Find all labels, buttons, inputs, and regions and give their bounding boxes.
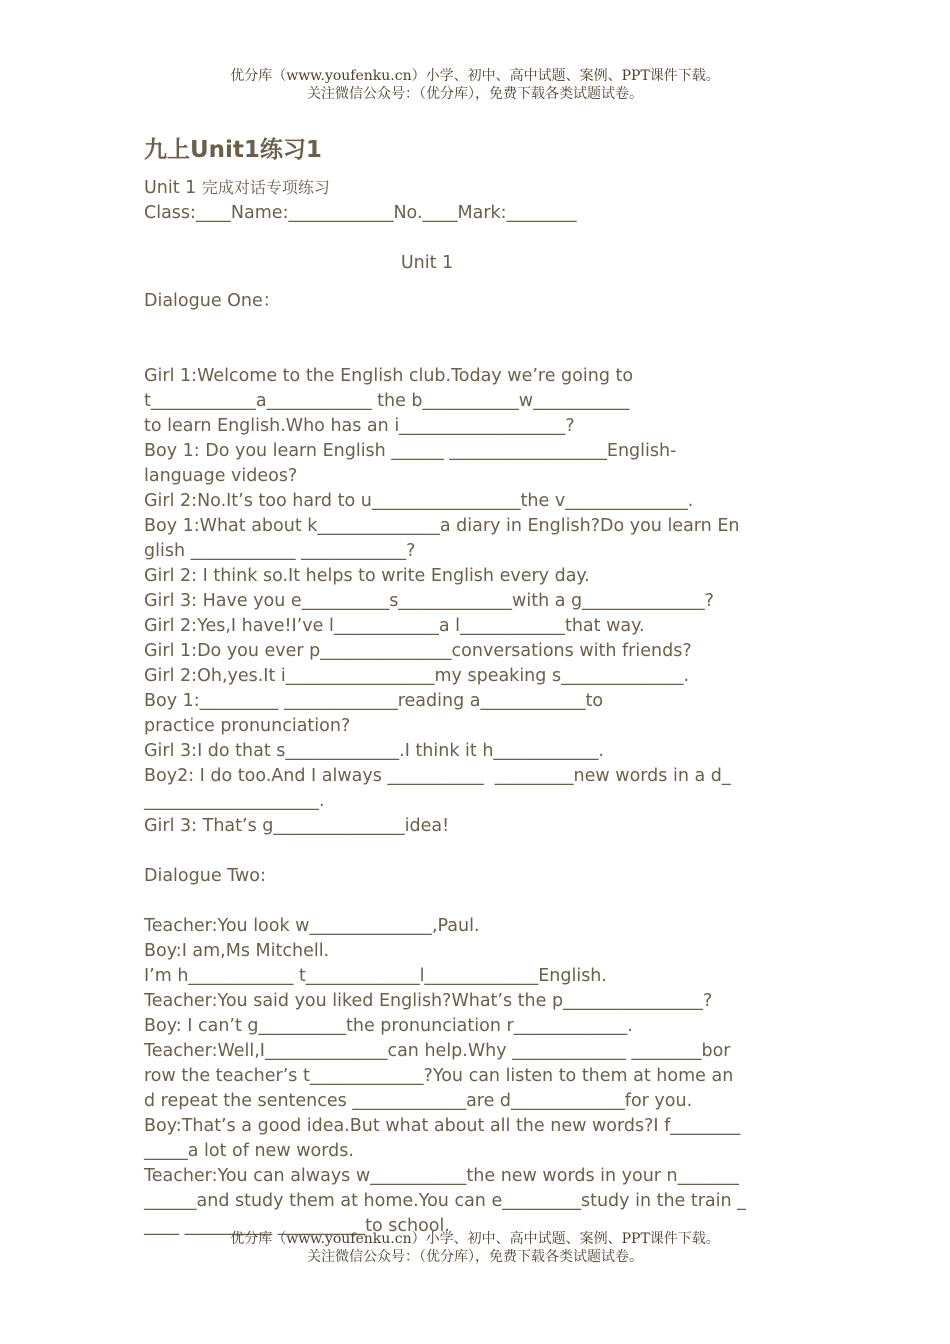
dialogue-one: [144, 364, 809, 839]
dialogue-line: ____________________.: [144, 791, 325, 811]
dialogue-line: Girl 1:Do you ever p_______________conversations with friends?: [144, 641, 692, 661]
dialogue-line: Boy:That’s a good idea.But what about all the new words?I f________: [144, 1116, 741, 1136]
dialogue-line: practice pronunciation?: [144, 716, 351, 736]
footer-line-1: 优分库（www.youfenku.cn）小学、初中、高中试题、案例、PPT课件下载。: [230, 1231, 720, 1247]
dialogue-line: Boy 1:What about k______________a diary in English?Do you learn En: [144, 516, 740, 536]
dialogue-line: glish ____________ ____________?: [144, 541, 416, 561]
dialogue-line: Boy2: I do too.And I always ___________ _________new words in a d_: [144, 766, 731, 786]
dialogue-one-heading: Dialogue One：: [144, 291, 281, 311]
footer-line-2: 关注微信公众号：（优分库），免费下载各类试题试卷。: [307, 1249, 643, 1265]
dialogue-line: t____________a____________ the b___________w___________: [144, 391, 630, 411]
dialogue-line: language videos?: [144, 466, 298, 486]
dialogue-line: Boy 1:_________ _____________reading a____________to: [144, 691, 604, 711]
dialogue-line: Girl 3: That’s g_______________idea!: [144, 816, 450, 836]
class-info-line: Class:____Name:____________No.____Mark:________: [144, 203, 577, 223]
dialogue-line: d repeat the sentences _____________are d_____________for you.: [144, 1091, 693, 1111]
dialogue-line: Girl 2:Yes,I have!I’ve l____________a l____________that way.: [144, 616, 645, 636]
dialogue-two-heading: Dialogue Two:: [144, 866, 266, 886]
dialogue-line: Girl 1:Welcome to the English club.Today we’re going to: [144, 366, 634, 386]
subtitle: [144, 175, 809, 201]
dialogue-line: _____a lot of new words.: [144, 1141, 354, 1161]
subtitle-en: Unit 1: [144, 178, 197, 198]
dialogue-line: Girl 2: I think so.It helps to write English every day.: [144, 566, 590, 586]
dialogue-line: Girl 2:No.It’s too hard to u_________________the v______________.: [144, 491, 694, 511]
dialogue-line: to learn English.Who has an i___________________?: [144, 416, 575, 436]
subtitle-cn: 完成对话专项练习: [201, 178, 330, 197]
dialogue-line: Teacher:You can always w___________the new words in your n_______: [144, 1166, 739, 1186]
dialogue-line: row the teacher’s t_____________?You can listen to them at home an: [144, 1066, 734, 1086]
dialogue-line: Teacher:Well,I______________can help.Why _____________ ________bor: [144, 1041, 731, 1061]
dialogue-line: Boy:I am,Ms Mitchell.: [144, 941, 330, 961]
page-footer: [0, 1230, 950, 1266]
header-line-1: 优分库（www.youfenku.cn）小学、初中、高中试题、案例、PPT课件下载。: [230, 68, 720, 84]
page-header: [0, 67, 950, 103]
dialogue-two: [144, 914, 809, 1239]
dialogue-line: Girl 3: Have you e__________s_____________with a g______________?: [144, 591, 714, 611]
header-line-2: 关注微信公众号：（优分库），免费下载各类试题试卷。: [307, 86, 643, 102]
dialogue-line: Boy 1: Do you learn English ______ __________________English-: [144, 441, 677, 461]
dialogue-line: Girl 3:I do that s_____________.I think it h____________.: [144, 741, 604, 761]
dialogue-line: ______and study them at home.You can e_________study in the train _: [144, 1191, 746, 1211]
dialogue-line: ____ __________ __________to school.: [144, 1216, 450, 1236]
page-title: 九上Unit1练习1: [144, 137, 322, 163]
dialogue-line: I’m h____________ t_____________l_____________English.: [144, 966, 607, 986]
dialogue-line: Teacher:You look w______________,Paul.: [144, 916, 480, 936]
unit-heading: Unit 1: [400, 253, 454, 273]
dialogue-line: Boy: I can’t g__________the pronunciation r_____________.: [144, 1016, 633, 1036]
dialogue-line: Teacher:You said you liked English?What’s the p________________?: [144, 991, 713, 1011]
document-body: [144, 135, 809, 1239]
dialogue-line: Girl 2:Oh,yes.It i_________________my speaking s______________.: [144, 666, 690, 686]
